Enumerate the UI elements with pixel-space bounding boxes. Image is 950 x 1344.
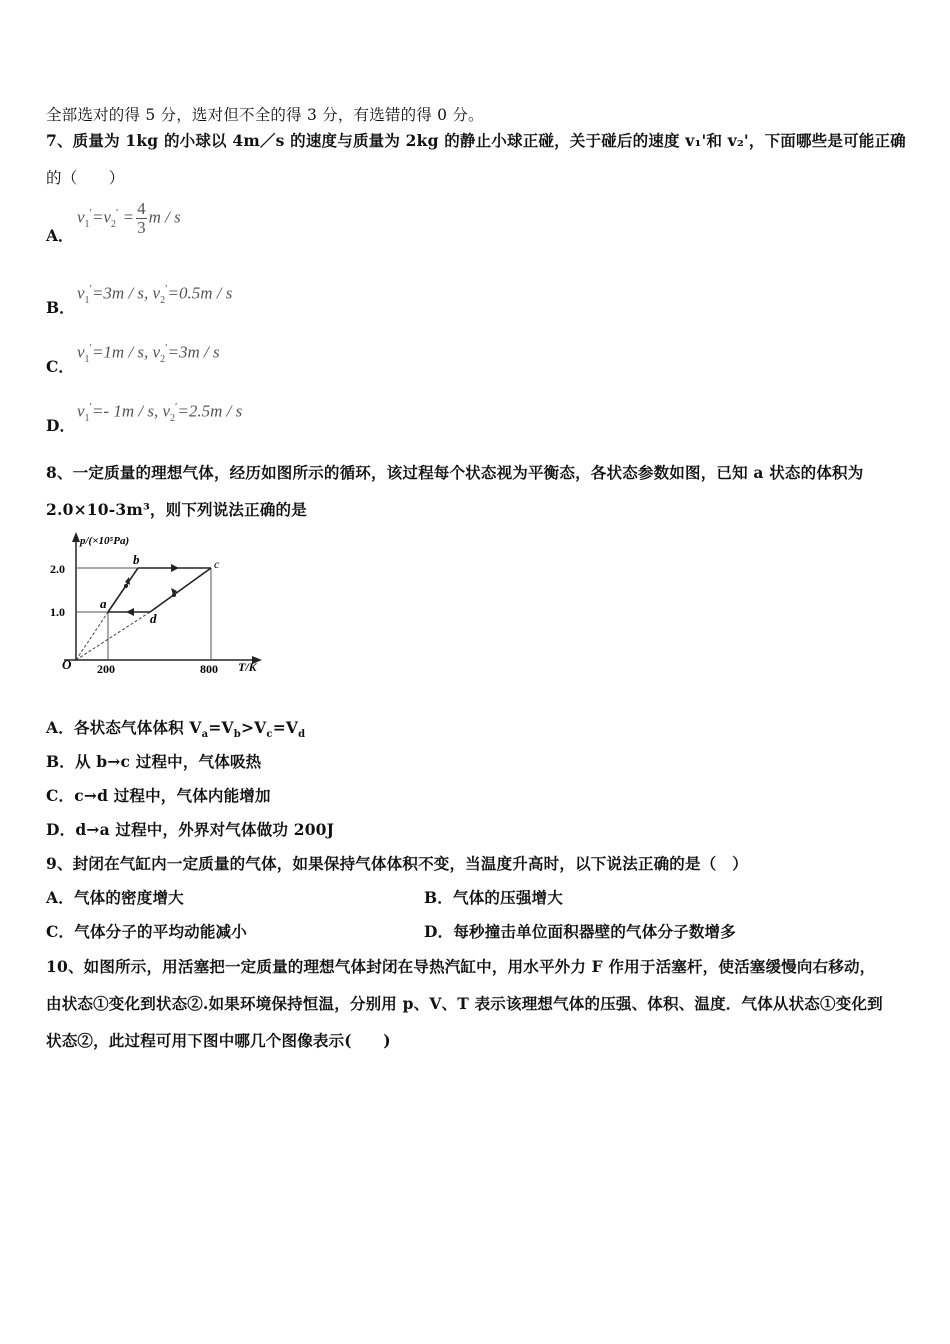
x-axis-label: T/K [238,660,257,674]
dash-oa [76,612,108,660]
q10-line3: 状态②，此过程可用下图中哪几个图像表示( ) [46,1031,391,1050]
q9-options-row1 [46,886,906,908]
q8-stem-line2: 2.0×10-3m³，则下列说法正确的是 [46,500,307,519]
path-ab [108,568,138,612]
arrow-da [126,608,134,616]
q7-option-c-formula: $v_1'=1m / s$, $v_2'=3m / s$ [77,342,220,366]
dash-od [76,612,150,660]
q8-option-b: B．从 b→c 过程中，气体吸热 [46,752,262,771]
q8-stem-line1: 8、一定质量的理想气体，经历如图所示的循环，该过程每个状态视为平衡态，各状态参数如图，已知 a 状态的体积为 [46,463,864,482]
q9-options-row2 [46,920,906,942]
q7-option-a-label: A． [46,226,74,245]
y-tick-2: 2.0 [50,562,65,576]
q9-stem: 9、封闭在气缸内一定质量的气体，如果保持气体体积不变，当温度升高时，以下说法正确的是（ ） [46,854,748,873]
q7-stem-line2: 的（ ） [46,169,125,187]
intro-text: 全部选对的得 5 分，选对但不全的得 3 分，有选错的得 0 分。 [46,106,484,124]
arrow-bc [171,564,179,572]
dot-cd [172,593,176,597]
q10-line2: 由状态①变化到状态②.如果环境保持恒温，分别用 p、V、T 表示该理想气体的压强、体积、温度．气体从状态①变化到 [46,994,883,1013]
q9-option-b: B．气体的压强增大 [424,888,563,907]
q7-option-a-formula: $v_1'=v_2'$ = $\frac{4}{3}$ m / s [77,199,181,237]
q9-option-a: A．气体的密度增大 [46,888,184,907]
origin-label: O [62,657,72,672]
dot-ab [124,584,128,588]
q7-option-d-formula: $v_1'=-$ 1m / s, $v_2'=2.5m / s$ [77,401,243,425]
x-tick-800: 800 [200,662,218,676]
q7-option-d-label: D． [46,416,75,435]
point-b: b [133,552,140,567]
q8-pt-graph [46,528,276,678]
q8-option-c: C．c→d 过程中，气体内能增加 [46,786,271,805]
q10-line1: 10、如图所示，用活塞把一定质量的理想气体封闭在导热汽缸中，用水平外力 F 作用于活塞杆，使活塞缓慢向右移动， [46,957,876,976]
q7-option-c-label: C． [46,357,74,376]
q9-option-d: D．每秒撞击单位面积器壁的气体分子数增多 [424,922,736,941]
point-d: d [150,611,157,626]
y-tick-1: 1.0 [50,605,65,619]
x-tick-200: 200 [97,662,115,676]
q7-stem-line1: 7、质量为 1kg 的小球以 4m／s 的速度与质量为 2kg 的静止小球正碰，关于碰后的速度 v₁'和 v₂'，下面哪些是可能正确 [46,131,906,150]
q7-option-b-label: B． [46,298,75,317]
q8-option-d: D．d→a 过程中，外界对气体做功 200J [46,820,335,839]
point-a: a [100,596,107,611]
q7-option-b-formula: $v_1'=3m / s$, $v_2'=0.5m / s$ [77,283,233,307]
q8-option-a: A．各状态气体体积 $V_a=V_b>V_c=V_d$ [46,718,306,741]
y-axis-label: p/(×10⁵Pa) [80,535,130,547]
y-axis-arrow [72,532,80,542]
path-cd [150,568,211,612]
point-c: c [214,557,220,571]
q9-option-c: C．气体分子的平均动能减小 [46,922,247,941]
